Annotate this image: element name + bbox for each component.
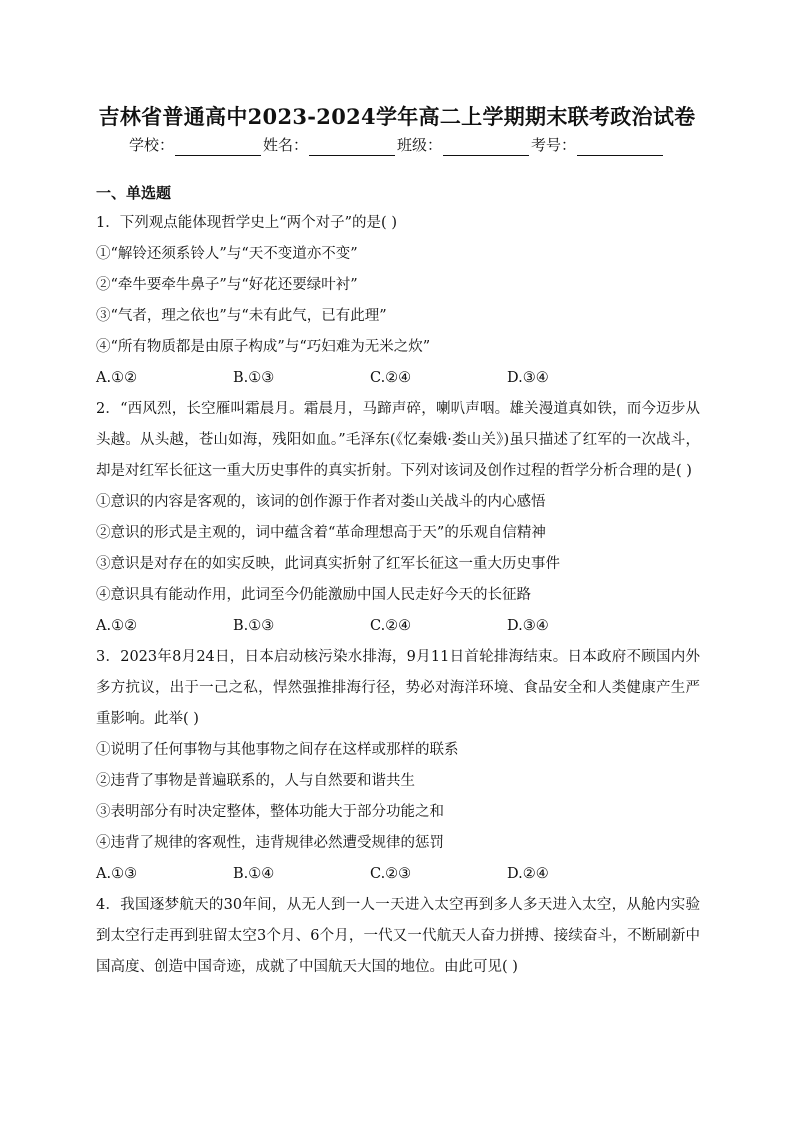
statement-item: ④违背了规律的客观性，违背规律必然遭受规律的惩罚	[96, 835, 444, 851]
answer-choices	[96, 363, 700, 394]
question-stem: 3．2023年8月24日，日本启动核污染水排海，9月11日首轮排海结束。日本政府不顾国内外多方抗议，出于一己之私，悍然强推排海行径，势必对海洋环境、食品安全和人类健康产生严重影响。此举( )	[96, 649, 700, 727]
exam-title: 吉林省普通高中2023-2024学年高二上学期期末联考政治试卷	[98, 104, 696, 129]
statement-item: ②“牵牛要牵牛鼻子”与“好花还要绿叶衬”	[96, 277, 358, 293]
question-1	[96, 208, 700, 394]
choice-b[interactable]: B.①③	[233, 370, 275, 386]
exam-number-label: 考号：	[531, 136, 577, 154]
statement-item: ①意识的内容是客观的，该词的创作源于作者对娄山关战斗的内心感悟	[96, 494, 546, 510]
choice-a[interactable]: A.①②	[96, 618, 138, 634]
choice-c[interactable]: C.②④	[370, 618, 412, 634]
choice-d[interactable]: D.③④	[507, 618, 549, 634]
statement-item: ④意识具有能动作用，此词至今仍能激励中国人民走好今天的长征路	[96, 587, 531, 603]
choice-b[interactable]: B.①④	[233, 866, 275, 882]
answer-choices	[96, 859, 700, 890]
section-title: 一、单选题	[96, 184, 172, 202]
statement-item: ③“气者，理之依也”与“未有此气，已有此理”	[96, 308, 387, 324]
choice-a[interactable]: A.①③	[96, 866, 138, 882]
school-label: 学校：	[128, 136, 174, 154]
name-blank[interactable]	[309, 137, 395, 156]
choice-b[interactable]: B.①③	[233, 618, 275, 634]
statement-item: ①“解铃还须系铃人”与“天不变道亦不变”	[96, 246, 358, 262]
question-stem: 2．“西风烈，长空雁叫霜晨月。霜晨月，马蹄声碎，喇叭声咽。雄关漫道真如铁，而今迈步从头越。从头越，苍山如海，残阳如血。”毛泽东(《忆秦娥·娄山关》)虽只描述了红军的一次战斗，却是对红军长征这一重大历史事件的真实折射。下列对该词及创作过程的哲学分析合理的是( )	[96, 401, 700, 479]
student-info-row	[0, 134, 794, 156]
class-blank[interactable]	[443, 137, 529, 156]
question-content	[96, 180, 700, 983]
choice-c[interactable]: C.②③	[370, 866, 412, 882]
answer-choices	[96, 611, 700, 642]
question-2	[96, 394, 700, 642]
choice-d[interactable]: D.②④	[507, 866, 549, 882]
question-stem: 4．我国逐梦航天的30年间，从无人到一人一天进入太空再到多人多天进入太空，从舱内实验到太空行走再到驻留太空3个月、6个月，一代又一代航天人奋力拼搏、接续奋斗，不断刷新中国高度、创造中国奇迹，成就了中国航天大国的地位。由此可见( )	[96, 897, 700, 975]
choice-d[interactable]: D.③④	[507, 370, 549, 386]
choice-a[interactable]: A.①②	[96, 370, 138, 386]
statement-item: ②违背了事物是普遍联系的，人与自然要和谐共生	[96, 773, 415, 789]
choice-c[interactable]: C.②④	[370, 370, 412, 386]
question-stem: 1．下列观点能体现哲学史上“两个对子”的是( )	[96, 215, 397, 231]
statement-item: ④“所有物质都是由原子构成”与“巧妇难为无米之炊”	[96, 339, 431, 355]
statement-item: ③表明部分有时决定整体，整体功能大于部分功能之和	[96, 804, 444, 820]
name-label: 姓名：	[262, 136, 308, 154]
exam-number-blank[interactable]	[577, 137, 663, 156]
statement-item: ③意识是对存在的如实反映，此词真实折射了红军长征这一重大历史事件	[96, 556, 560, 572]
statement-item: ①说明了任何事物与其他事物之间存在这样或那样的联系	[96, 742, 459, 758]
question-4	[96, 890, 700, 983]
statement-item: ②意识的形式是主观的，词中蕴含着“革命理想高于天”的乐观自信精神	[96, 525, 546, 541]
question-3	[96, 642, 700, 890]
school-blank[interactable]	[175, 137, 261, 156]
class-label: 班级：	[397, 136, 443, 154]
